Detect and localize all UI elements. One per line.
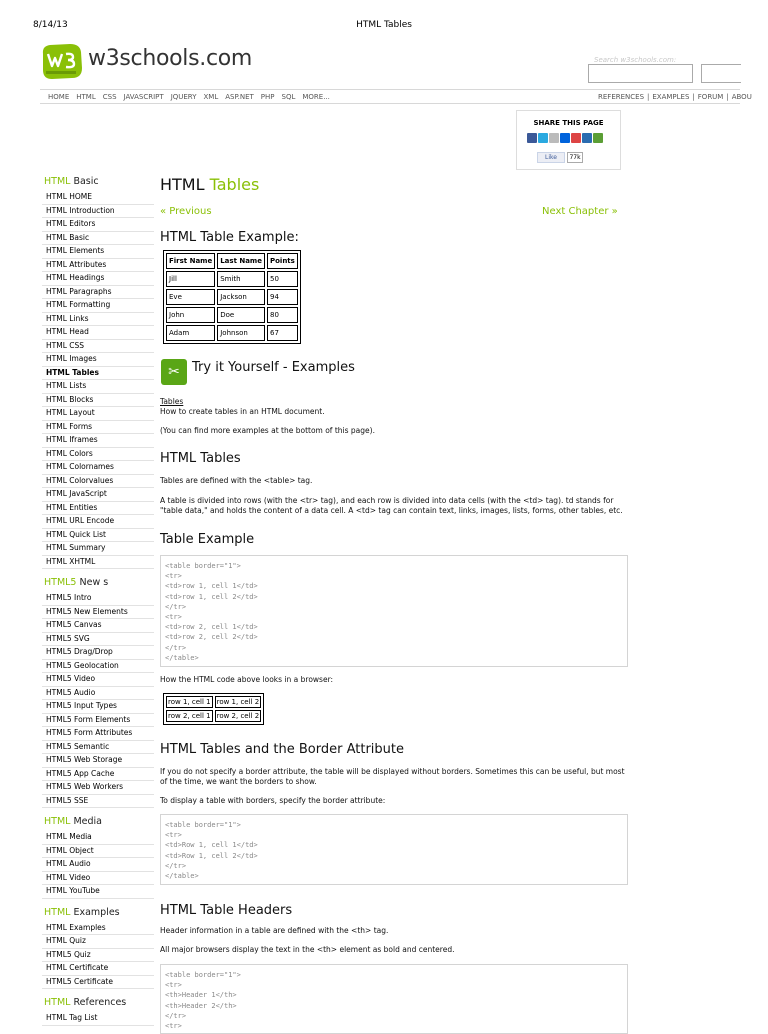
topnav-item-jquery[interactable]: JQUERY bbox=[170, 93, 197, 101]
heading-table-headers: HTML Table Headers bbox=[160, 903, 293, 918]
table-cell: Johnson bbox=[217, 325, 265, 341]
search-input[interactable] bbox=[588, 64, 693, 83]
table-cell: John bbox=[166, 307, 215, 323]
para-border-2: To display a table with borders, specify the border attribute: bbox=[160, 796, 386, 805]
example-table bbox=[163, 250, 301, 344]
topnav-separator: | bbox=[692, 93, 695, 101]
para-border-1: If you do not specify a border attribute, the table will be displayed without borders. Sometimes this can be useful, but most of the time, we want the borders to show. bbox=[160, 767, 625, 786]
topnav-item-examples[interactable]: EXAMPLES bbox=[652, 93, 690, 101]
sidebar-item-html-quiz[interactable]: HTML Quiz bbox=[42, 935, 154, 949]
sidebar-group bbox=[42, 906, 154, 990]
sidebar-item-html-head[interactable]: HTML Head bbox=[42, 326, 154, 340]
sidebar-item-html-layout[interactable]: HTML Layout bbox=[42, 407, 154, 421]
topnav-item-abou[interactable]: ABOU bbox=[731, 93, 752, 101]
table-row bbox=[166, 710, 261, 722]
print-header bbox=[33, 20, 735, 32]
sidebar-item-html-object[interactable]: HTML Object bbox=[42, 845, 154, 859]
sidebar-item-html-summary[interactable]: HTML Summary bbox=[42, 542, 154, 556]
table-cell: row 1, cell 1 bbox=[168, 698, 211, 706]
sidebar-item-html-examples[interactable]: HTML Examples bbox=[42, 922, 154, 936]
sidebar-item-html-attributes[interactable]: HTML Attributes bbox=[42, 259, 154, 273]
table-cell: 94 bbox=[267, 289, 298, 305]
try-it-icon: ✂ bbox=[161, 359, 187, 385]
para-tables-defined: Tables are defined with the <table> tag. bbox=[160, 476, 313, 485]
sidebar-item-html5-geolocation[interactable]: HTML5 Geolocation bbox=[42, 660, 154, 674]
sidebar-item-html5-audio[interactable]: HTML5 Audio bbox=[42, 687, 154, 701]
topnav-item-php[interactable]: PHP bbox=[260, 93, 275, 101]
table-cell: Smith bbox=[217, 271, 265, 287]
sidebar-item-html-paragraphs[interactable]: HTML Paragraphs bbox=[42, 286, 154, 300]
like-count: 77k bbox=[567, 152, 583, 163]
para-table-divided: A table is divided into rows (with the <tr> tag), and each row is divided into data cells (with the <td> tag). td stands for "table data," and holds the content of a data cell. A <td> tag can contain text, links, images, lists, forms, other tables, etc. bbox=[160, 496, 623, 515]
sidebar-item-html-forms[interactable]: HTML Forms bbox=[42, 421, 154, 435]
share-more-icon[interactable] bbox=[593, 133, 603, 143]
share-icons bbox=[527, 133, 604, 145]
topnav-left bbox=[48, 93, 337, 101]
sidebar-heading-prefix: HTML bbox=[44, 176, 71, 187]
table-cell: 80 bbox=[267, 307, 298, 323]
tables-example-link[interactable]: Tables bbox=[160, 397, 184, 406]
site-logo[interactable] bbox=[40, 40, 270, 84]
sidebar-heading-suffix: Media bbox=[70, 816, 102, 827]
sidebar-item-html5-semantic[interactable]: HTML5 Semantic bbox=[42, 741, 154, 755]
topnav-right bbox=[598, 93, 755, 101]
previous-link[interactable]: « Previous bbox=[160, 206, 212, 217]
sidebar-item-html-css[interactable]: HTML CSS bbox=[42, 340, 154, 354]
sidebar-item-html-blocks[interactable]: HTML Blocks bbox=[42, 394, 154, 408]
sidebar-item-html-lists[interactable]: HTML Lists bbox=[42, 380, 154, 394]
tables-example-desc: How to create tables in an HTML document. bbox=[160, 407, 325, 416]
sidebar bbox=[42, 175, 154, 1033]
table-row bbox=[166, 325, 298, 341]
sidebar-item-html-media[interactable]: HTML Media bbox=[42, 831, 154, 845]
print-title: HTML Tables bbox=[356, 20, 412, 30]
sidebar-heading-prefix: HTML5 bbox=[44, 577, 77, 588]
next-chapter-link[interactable]: Next Chapter » bbox=[542, 206, 618, 217]
sidebar-group bbox=[42, 576, 154, 808]
sidebar-item-html5-form-elements[interactable]: HTML5 Form Elements bbox=[42, 714, 154, 728]
topnav-item-css[interactable]: CSS bbox=[102, 93, 117, 101]
delicious-icon[interactable] bbox=[560, 133, 570, 143]
sidebar-item-html-iframes[interactable]: HTML Iframes bbox=[42, 434, 154, 448]
sidebar-item-html5-input-types[interactable]: HTML5 Input Types bbox=[42, 700, 154, 714]
topnav-item-references[interactable]: REFERENCES bbox=[598, 93, 645, 101]
para-headers-1: Header information in a table are defined with the <th> tag. bbox=[160, 926, 389, 935]
sidebar-item-html-links[interactable]: HTML Links bbox=[42, 313, 154, 327]
code-example-2: <table border="1"> <tr> <td>Row 1, cell 1</td> <td>Row 1, cell 2</td> </tr> </table> bbox=[160, 814, 628, 885]
topnav-item-more[interactable]: MORE... bbox=[302, 93, 330, 101]
search-button[interactable] bbox=[701, 64, 741, 83]
table-cell: row 2, cell 1 bbox=[168, 712, 211, 720]
table-header-cell: First Name bbox=[166, 253, 215, 269]
sidebar-item-html-editors[interactable]: HTML Editors bbox=[42, 218, 154, 232]
heading-table-example: Table Example bbox=[160, 532, 255, 547]
logo-mark-icon bbox=[40, 40, 84, 82]
like-button[interactable]: Like bbox=[537, 152, 565, 163]
sidebar-heading bbox=[42, 906, 154, 922]
facebook-icon[interactable] bbox=[527, 133, 537, 143]
rendered-table bbox=[163, 693, 264, 725]
sidebar-heading-suffix: New s bbox=[76, 577, 109, 588]
topnav-item-forum[interactable]: FORUM bbox=[697, 93, 724, 101]
table-cell: Eve bbox=[166, 289, 215, 305]
sidebar-group bbox=[42, 175, 154, 569]
topnav-item-html[interactable]: HTML bbox=[76, 93, 96, 101]
sidebar-item-html-colors[interactable]: HTML Colors bbox=[42, 448, 154, 462]
topnav-separator: | bbox=[647, 93, 650, 101]
topnav-item-home[interactable]: HOME bbox=[48, 93, 70, 101]
topnav-item-sql[interactable]: SQL bbox=[281, 93, 296, 101]
sidebar-group bbox=[42, 996, 154, 1026]
sidebar-item-html-audio[interactable]: HTML Audio bbox=[42, 858, 154, 872]
sidebar-item-html-colorvalues[interactable]: HTML Colorvalues bbox=[42, 475, 154, 489]
table-cell: Jill bbox=[166, 271, 215, 287]
print-date: 8/14/13 bbox=[33, 20, 68, 30]
topnav-separator: | bbox=[726, 93, 729, 101]
table-header-cell: Points bbox=[267, 253, 298, 269]
table-cell: Doe bbox=[217, 307, 265, 323]
sidebar-heading-suffix: Basic bbox=[70, 176, 99, 187]
top-navigation bbox=[40, 89, 752, 104]
sidebar-item-html-url-encode[interactable]: HTML URL Encode bbox=[42, 515, 154, 529]
twitter-icon[interactable] bbox=[538, 133, 548, 143]
sidebar-item-html-images[interactable]: HTML Images bbox=[42, 353, 154, 367]
share-box bbox=[516, 110, 621, 170]
table-cell: 67 bbox=[267, 325, 298, 341]
sidebar-heading-prefix: HTML bbox=[44, 816, 71, 827]
sidebar-heading-prefix: HTML bbox=[44, 997, 71, 1008]
sidebar-item-html-javascript[interactable]: HTML JavaScript bbox=[42, 488, 154, 502]
sidebar-item-html-basic[interactable]: HTML Basic bbox=[42, 232, 154, 246]
email-icon[interactable] bbox=[549, 133, 559, 143]
sidebar-heading bbox=[42, 576, 154, 592]
table-cell: Adam bbox=[166, 325, 215, 341]
sidebar-item-html-tag-list[interactable]: HTML Tag List bbox=[42, 1012, 154, 1026]
table-cell: Jackson bbox=[217, 289, 265, 305]
stumble-icon[interactable] bbox=[571, 133, 581, 143]
sidebar-item-html-tables[interactable]: HTML Tables bbox=[42, 367, 154, 381]
sidebar-item-html-colornames[interactable]: HTML Colornames bbox=[42, 461, 154, 475]
sidebar-heading bbox=[42, 175, 154, 191]
sidebar-item-html5-sse[interactable]: HTML5 SSE bbox=[42, 795, 154, 809]
example-heading: HTML Table Example: bbox=[160, 230, 299, 245]
sidebar-heading bbox=[42, 996, 154, 1012]
topnav-item-xml[interactable]: XML bbox=[203, 93, 219, 101]
table-row bbox=[166, 289, 298, 305]
sidebar-item-html-quick-list[interactable]: HTML Quick List bbox=[42, 529, 154, 543]
sidebar-item-html-elements[interactable]: HTML Elements bbox=[42, 245, 154, 259]
sidebar-item-html5-intro[interactable]: HTML5 Intro bbox=[42, 592, 154, 606]
topnav-item-asp-net[interactable]: ASP.NET bbox=[225, 93, 254, 101]
sidebar-group bbox=[42, 815, 154, 899]
logo-text: w3schools.com bbox=[88, 46, 253, 71]
heading-html-tables: HTML Tables bbox=[160, 451, 241, 466]
table-row bbox=[166, 696, 261, 708]
code-example-3: <table border="1"> <tr> <th>Header 1</th> <th>Header 2</th> </tr> <tr> bbox=[160, 964, 628, 1034]
topnav-item-javascript[interactable]: JAVASCRIPT bbox=[123, 93, 164, 101]
table-row bbox=[166, 271, 298, 287]
sidebar-item-html5-certificate[interactable]: HTML5 Certificate bbox=[42, 976, 154, 990]
table-cell: row 1, cell 2 bbox=[216, 698, 260, 706]
sidebar-heading-suffix: Examples bbox=[70, 906, 120, 918]
sidebar-item-html5-app-cache[interactable]: HTML5 App Cache bbox=[42, 768, 154, 782]
page-title-suffix: Tables bbox=[209, 175, 260, 194]
sidebar-item-html5-quiz[interactable]: HTML5 Quiz bbox=[42, 949, 154, 963]
table-cell: 50 bbox=[267, 271, 298, 287]
sidebar-item-html-home[interactable]: HTML HOME bbox=[42, 191, 154, 205]
sidebar-item-html5-web-storage[interactable]: HTML5 Web Storage bbox=[42, 754, 154, 768]
sidebar-item-html-video[interactable]: HTML Video bbox=[42, 872, 154, 886]
page-title-prefix: HTML bbox=[160, 175, 210, 194]
para-browser-view: How the HTML code above looks in a browser: bbox=[160, 675, 334, 684]
more-examples-note: (You can find more examples at the bottom of this page). bbox=[160, 426, 375, 435]
sidebar-heading-prefix: HTML bbox=[44, 906, 71, 918]
table-row bbox=[166, 307, 298, 323]
sidebar-item-html-headings[interactable]: HTML Headings bbox=[42, 272, 154, 286]
para-headers-2: All major browsers display the text in the <th> element as bold and centered. bbox=[160, 945, 455, 954]
table-header-cell: Last Name bbox=[217, 253, 265, 269]
share-title: SHARE THIS PAGE bbox=[533, 119, 604, 127]
sidebar-item-html5-new-elements[interactable]: HTML5 New Elements bbox=[42, 606, 154, 620]
sidebar-heading-suffix: References bbox=[70, 997, 127, 1008]
page-title bbox=[160, 175, 259, 194]
linkedin-icon[interactable] bbox=[582, 133, 592, 143]
sidebar-item-html5-drag-drop[interactable]: HTML5 Drag/Drop bbox=[42, 646, 154, 660]
code-example-1: <table border="1"> <tr> <td>row 1, cell 1</td> <td>row 1, cell 2</td> </tr> <tr> <td>row 2, cell 1</td> <td>row 2, cell 2</td> </tr> </table> bbox=[160, 555, 628, 667]
sidebar-item-html5-video[interactable]: HTML5 Video bbox=[42, 673, 154, 687]
sidebar-item-html-xhtml[interactable]: HTML XHTML bbox=[42, 556, 154, 570]
sidebar-item-html5-canvas[interactable]: HTML5 Canvas bbox=[42, 619, 154, 633]
search-hint: Search w3schools.com: bbox=[594, 56, 677, 64]
heading-border-attribute: HTML Tables and the Border Attribute bbox=[160, 742, 405, 757]
try-it-title: Try it Yourself - Examples bbox=[192, 360, 355, 375]
sidebar-heading bbox=[42, 815, 154, 831]
sidebar-item-html-entities[interactable]: HTML Entities bbox=[42, 502, 154, 516]
table-cell: row 2, cell 2 bbox=[216, 712, 260, 720]
sidebar-item-html5-web-workers[interactable]: HTML5 Web Workers bbox=[42, 781, 154, 795]
sidebar-item-html-introduction[interactable]: HTML Introduction bbox=[42, 205, 154, 219]
sidebar-item-html-youtube[interactable]: HTML YouTube bbox=[42, 885, 154, 899]
sidebar-item-html-formatting[interactable]: HTML Formatting bbox=[42, 299, 154, 313]
sidebar-item-html5-form-attributes[interactable]: HTML5 Form Attributes bbox=[42, 727, 154, 741]
sidebar-item-html-certificate[interactable]: HTML Certificate bbox=[42, 962, 154, 976]
sidebar-item-html5-svg[interactable]: HTML5 SVG bbox=[42, 633, 154, 647]
